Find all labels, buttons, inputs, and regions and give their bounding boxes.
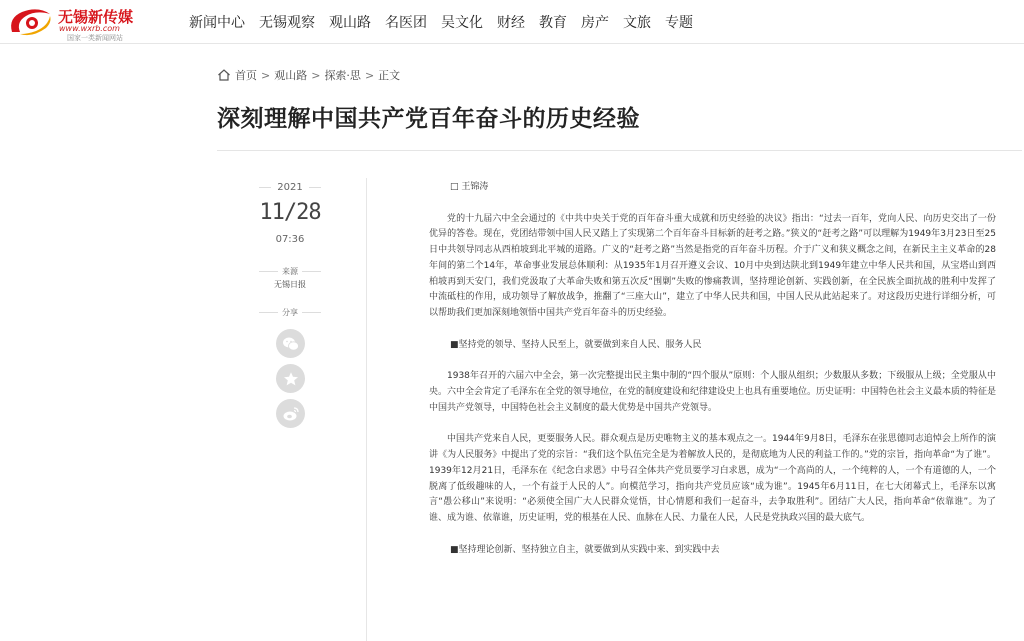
publish-year: 2021 [277, 181, 303, 193]
weibo-share-button[interactable] [276, 399, 305, 428]
top-header [0, 0, 1024, 44]
article-paragraph: 1938年召开的六届六中全会，第一次完整提出民主集中制的“四个服从”原则：个人服从组织；少数服从多数；下级服从上级；全党服从中央。六中全会肯定了毛泽东在全党的领导地位，在党的制度建设和纪律建设史上也具有重要地位。历史证明：中国特色社会主义最本质的特征是中国共产党领导，中国特色社会主义制度的最大优势是中国共产党领导。 [429, 371, 997, 413]
meta-divider [366, 178, 367, 641]
article-body [429, 180, 996, 574]
nav-item-wuxi-observe[interactable]: 无锡观察 [259, 15, 315, 31]
breadcrumb [217, 66, 400, 84]
share-label: 分享 [282, 307, 298, 317]
favorite-button[interactable] [276, 364, 305, 393]
logo-mark-icon [6, 4, 56, 40]
breadcrumb-separator: > [261, 68, 271, 82]
source-name: 无锡日报 [274, 280, 306, 289]
article-title: 深刻理解中国共产党百年奋斗的历史经验 [217, 106, 640, 132]
author-line: □ 王锦涛 [450, 182, 489, 192]
nav-item-travel[interactable]: 文旅 [623, 15, 651, 31]
share-row [259, 305, 321, 319]
nav-item-education[interactable]: 教育 [539, 15, 567, 31]
year-row [259, 178, 321, 196]
nav-item-guanshan-road[interactable]: 观山路 [329, 15, 371, 31]
breadcrumb-separator: > [364, 68, 375, 82]
weibo-icon [282, 406, 300, 422]
breadcrumb-guanshan-road[interactable]: 观山路 [274, 69, 308, 82]
breadcrumb-separator: > [311, 68, 321, 82]
section-subheading: ■坚持理论创新、坚持独立自主，就要做到从实践中来、到实践中去 [450, 544, 720, 555]
site-logo[interactable] [6, 3, 176, 41]
wechat-icon [282, 336, 300, 352]
article-paragraph: 党的十九届六中全会通过的《中共中央关于党的百年奋斗重大成就和历史经验的决议》指出：“过去一百年，党向人民、向历史交出了一份优异的答卷。现在，党团结带领中国人民又踏上了实现第二个百年奋斗目标新的赶考之路。”狭义的“赶考之路”可以理解为1949年3月23日至25日中共领导同志从西柏坡到北平城的道路。广义的“赶考之路”当然是指党的百年奋斗历程。介于广义和狭义概念之间，在新民主主义革命的28年间的第二个14年，革命事业发展总体顺利：从1935年1月召开遵义会议、10月中央到达陕北到1949年建立中华人民共和国，从宝塔山到西柏坡再到天安门，我们党汲取了大革命失败和第五次反“围剿”失败的惨痛教训，坚持理论创新、实践创新，在全民族全面抗战的胜利中发挥了中流砥柱的作用，成功领导了解放战争，推翻了“三座大山”，建立了中华人民共和国，中国人民从此站起来了。对这段历史进行详细分析，可以帮助我们更加深刻地领悟中国共产党百年奋斗的历史经验。 [429, 213, 996, 318]
nav-item-wu-culture[interactable]: 吴文化 [441, 15, 483, 31]
breadcrumb-home[interactable]: 首页 [235, 69, 257, 82]
breadcrumb-explore[interactable]: 探索·思 [324, 69, 361, 82]
star-icon [283, 371, 299, 387]
publish-date: 11/28 [259, 200, 321, 225]
wechat-share-button[interactable] [276, 329, 305, 358]
main-nav [189, 0, 707, 44]
source-row [259, 264, 321, 278]
nav-item-finance[interactable]: 财经 [497, 15, 525, 31]
source-label: 来源 [282, 266, 298, 276]
home-icon[interactable] [217, 68, 231, 82]
title-divider [217, 150, 1022, 151]
logo-subtitle: 国家一类新闻网站 [67, 34, 123, 42]
logo-url: www.wxrb.com [59, 24, 120, 33]
logo-name: 无锡新传媒 [58, 8, 134, 26]
nav-item-news-center[interactable]: 新闻中心 [189, 15, 245, 31]
section-subheading: ■坚持党的领导、坚持人民至上，就要做到来自人民、服务人民 [450, 339, 702, 350]
nav-item-topics[interactable]: 专题 [665, 15, 693, 31]
nav-item-doctors[interactable]: 名医团 [385, 15, 427, 31]
article-paragraph: 中国共产党来自人民，更要服务人民。群众观点是历史唯物主义的基本观点之一。1944年9月8日，毛泽东在张思德同志追悼会上所作的演讲《为人民服务》中提出了党的宗旨：“我们这个队伍完全是为着解放人民的，是彻底地为人民的利益工作的。”党的宗旨，指向革命“为了谁”。1939年12月21日，毛泽东在《纪念白求恩》中号召全体共产党员要学习白求恩，成为“一个高尚的人，一个纯粹的人，一个有道德的人，一个脱离了低级趣味的人，一个有益于人民的人”。向模范学习，指向共产党员应该“成为谁”。1945年6月11日，在七大闭幕式上，毛泽东以寓言“愚公移山”来说明：“必须使全国广大人民群众觉悟，甘心情愿和我们一起奋斗，去争取胜利”。团结广大人民，指向革命“依靠谁”。为了谁、成为谁、依靠谁，历史证明，党的根基在人民、血脉在人民、力量在人民，人民是党执政兴国的最大底气。 [429, 434, 996, 523]
breadcrumb-current: 正文 [378, 69, 401, 82]
publish-time: 07:36 [275, 234, 305, 245]
nav-item-real-estate[interactable]: 房产 [581, 15, 609, 31]
